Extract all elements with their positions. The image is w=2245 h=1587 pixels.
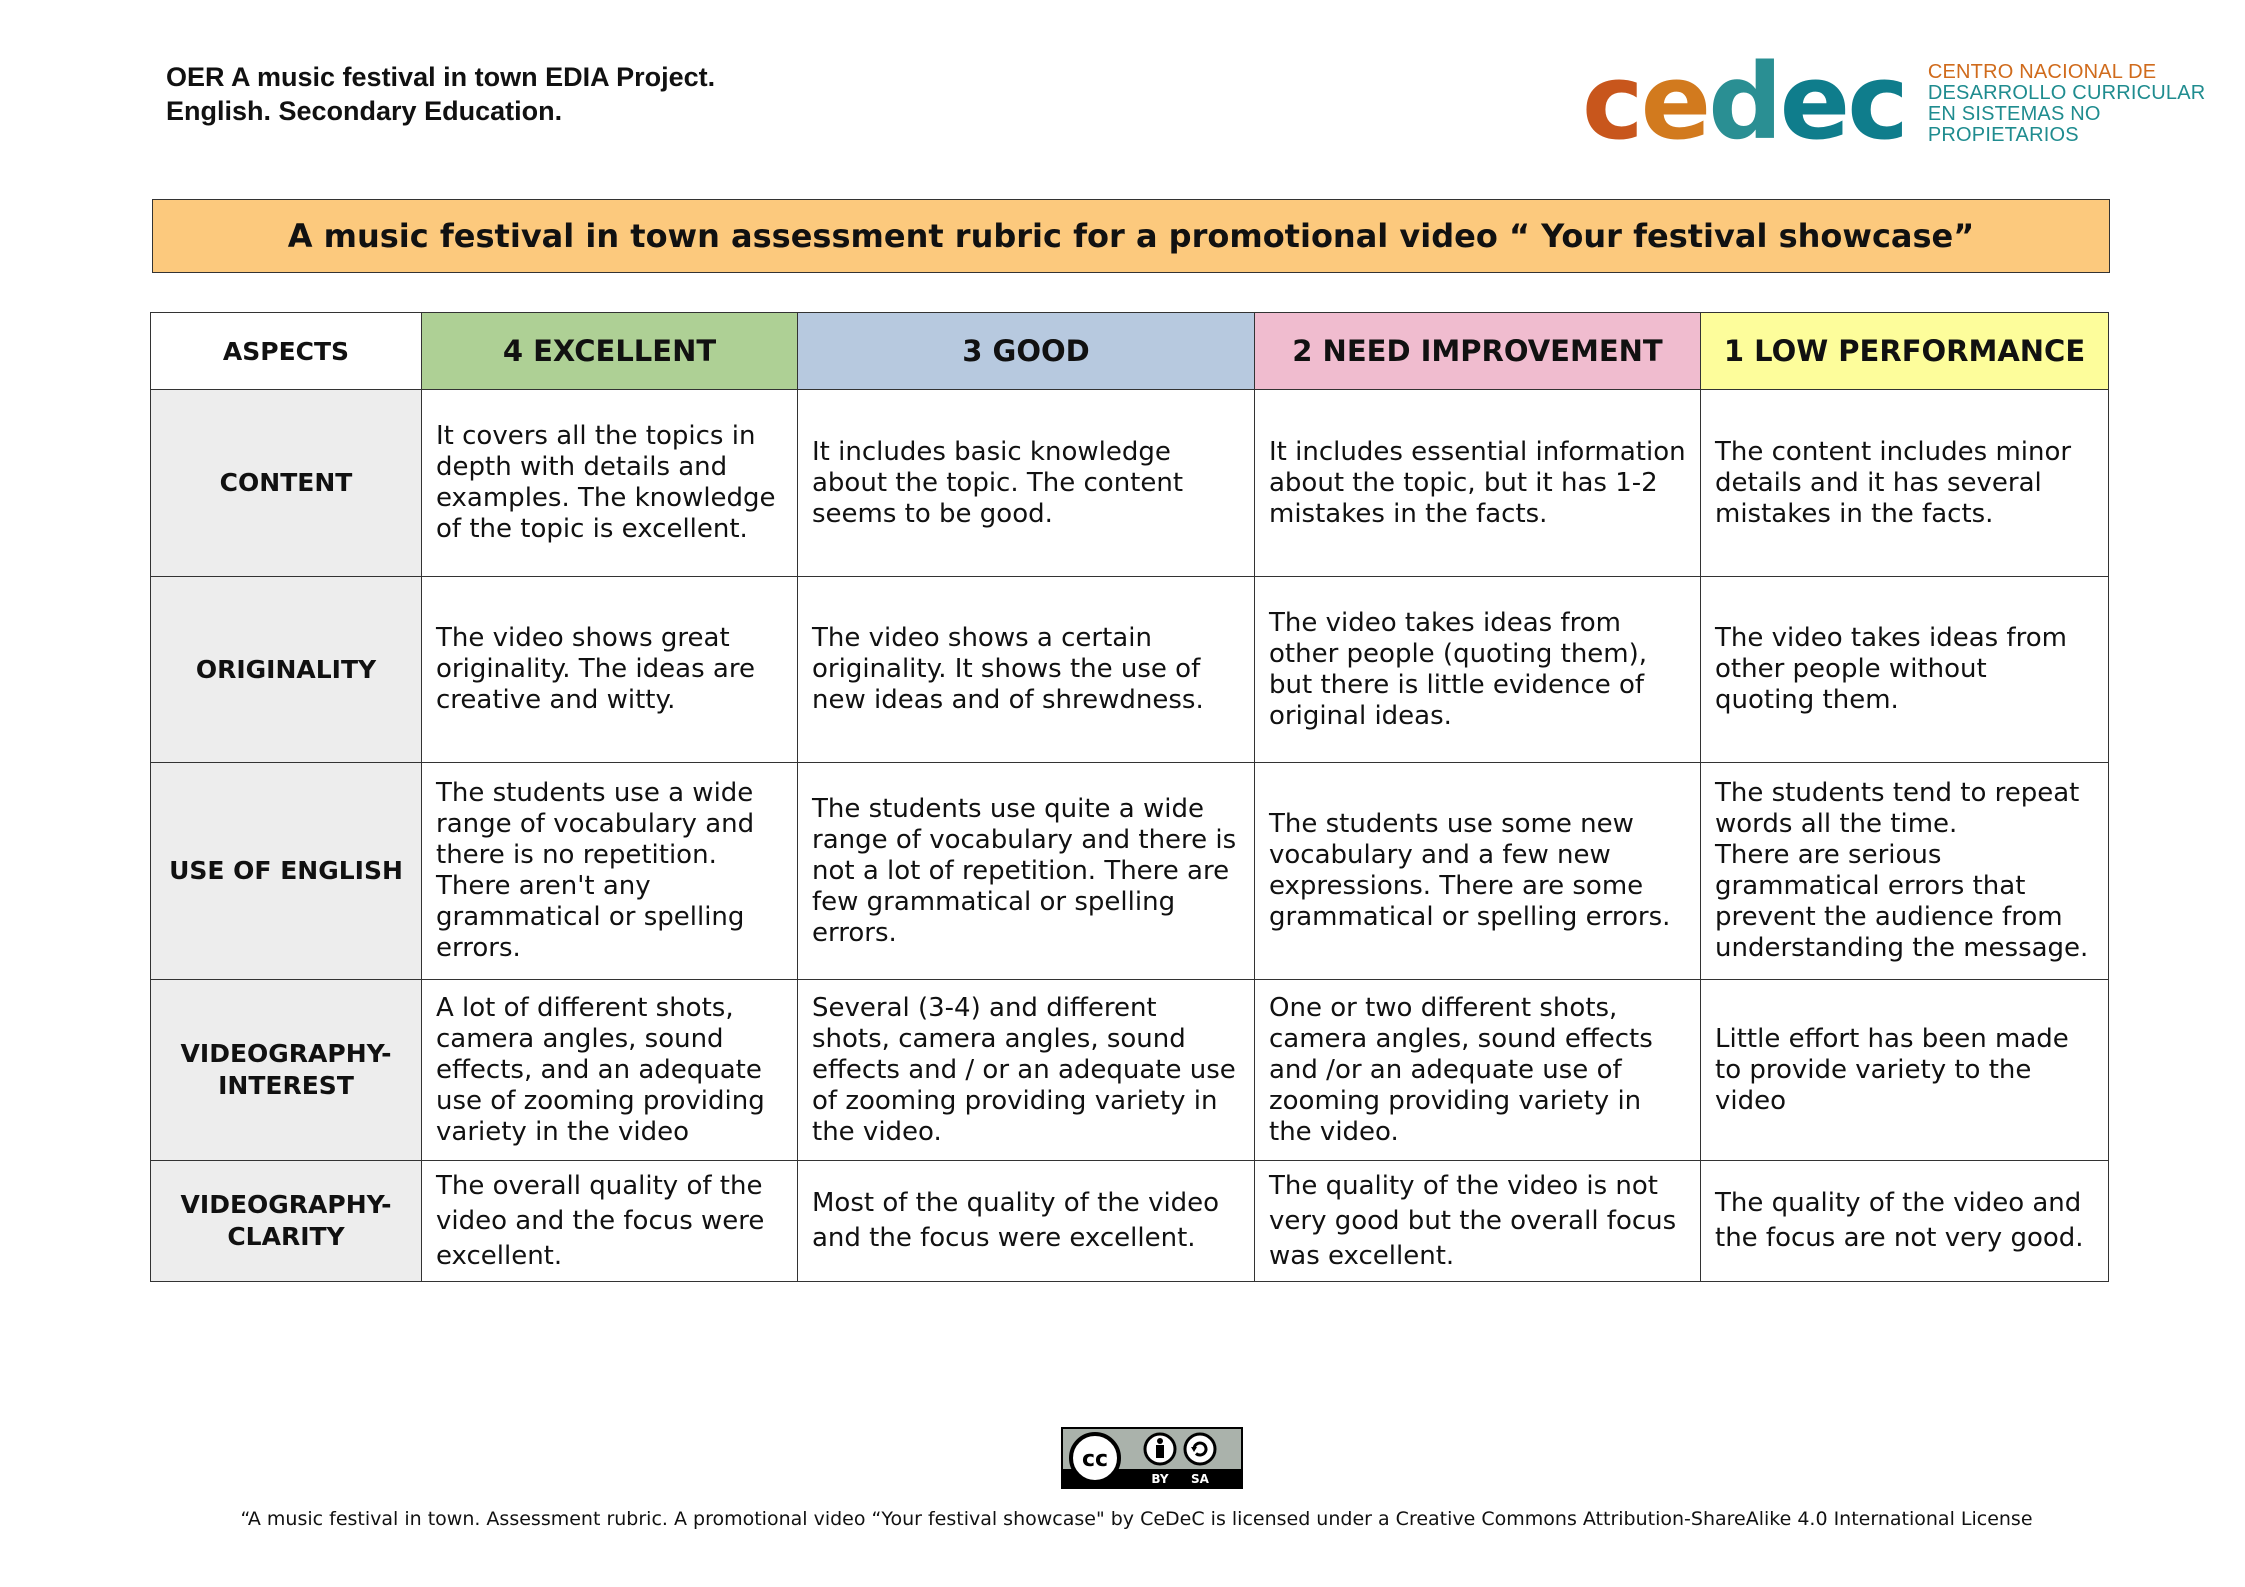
cell-need-improvement: One or two different shots, camera angles, sound effects and /or an adequate use of zooming providing variety in the video. [1255,980,1701,1161]
cell-low-performance: The video takes ideas from other people without quoting them. [1701,577,2109,763]
header-need-improvement: 2 NEED IMPROVEMENT [1255,313,1701,390]
cell-low-performance: Little effort has been made to provide variety to the video [1701,980,2109,1161]
sa-label: SA [1191,1472,1209,1486]
cell-excellent: It covers all the topics in depth with details and examples. The knowledge of the topic is excellent. [422,390,798,577]
header-good: 3 GOOD [798,313,1255,390]
cell-low-performance: The content includes minor details and it has several mistakes in the facts. [1701,390,2109,577]
license-footer-text: “A music festival in town. Assessment rubric. A promotional video “Your festival showcase" by CeDeC is licensed under a Creative Commons Attribution-ShareAlike 4.0 International License [240,1508,2033,1530]
logo-wordmark: cedec [1582,41,1906,163]
cell-good: The video shows a certain originality. It shows the use of new ideas and of shrewdness. [798,577,1255,763]
logo-sub-line-1: CENTRO NACIONAL DE [1927,61,2157,83]
sharealike-icon [1185,1434,1215,1464]
by-label: BY [1151,1472,1169,1486]
table-row [151,763,2109,980]
table-row [151,980,2109,1161]
license-footer [0,1508,2245,1530]
cell-excellent: The video shows great originality. The ideas are creative and witty. [422,577,798,763]
aspect-label: USE OF ENGLISH [151,763,422,980]
rubric-title-text: A music festival in town assessment rubric for a promotional video “ Your festival showcase” [287,217,1975,255]
cedec-logo [1582,41,2245,163]
cell-need-improvement: The quality of the video is not very good but the overall focus was excellent. [1255,1161,1701,1282]
cc-by-sa-badge[interactable] [1061,1427,1243,1489]
cell-need-improvement: The video takes ideas from other people (quoting them), but there is little evidence of original ideas. [1255,577,1701,763]
header-low-performance: 1 LOW PERFORMANCE [1701,313,2109,390]
header-line-1: OER A music festival in town EDIA Project. [166,62,716,92]
table-row [151,390,2109,577]
header-aspects: ASPECTS [151,313,422,390]
cell-low-line-2: There are serious grammatical errors that prevent the audience from understanding the message. [1715,840,2089,963]
cell-low-line-1: The students tend to repeat words all the time. [1715,778,2080,839]
cc-license-icon [1063,1429,1241,1487]
cell-good: Most of the quality of the video and the focus were excellent. [798,1161,1255,1282]
rubric-title [152,199,2110,273]
cell-excellent: The overall quality of the video and the focus were excellent. [422,1161,798,1282]
rubric-table [150,312,2109,1282]
cell-excellent: The students use a wide range of vocabulary and there is no repetition. There aren't any grammatical or spelling errors. [422,763,798,980]
cell-good: It includes basic knowledge about the topic. The content seems to be good. [798,390,1255,577]
cell-excellent: A lot of different shots, camera angles, sound effects, and an adequate use of zooming providing variety in the video [422,980,798,1161]
cc-label: cc [1081,1447,1109,1472]
cell-good: The students use quite a wide range of vocabulary and there is not a lot of repetition. There are few grammatical or spelling errors. [798,763,1255,980]
logo-subtitle [1928,62,2245,146]
table-row [151,1161,2109,1282]
table-row [151,577,2109,763]
cell-need-improvement: It includes essential information about the topic, but it has 1-2 mistakes in the facts. [1255,390,1701,577]
aspect-label: VIDEOGRAPHY- CLARITY [151,1161,422,1282]
cell-good: Several (3-4) and different shots, camera angles, sound effects and / or an adequate use of zooming providing variety in the video. [798,980,1255,1161]
header-line-2: English. Secondary Education. [166,96,563,126]
logo-sub-line-3: EN SISTEMAS NO PROPIETARIOS [1927,103,2101,146]
document-header [166,60,715,128]
aspect-label: VIDEOGRAPHY- INTEREST [151,980,422,1161]
header-excellent: 4 EXCELLENT [422,313,798,390]
aspect-label: ORIGINALITY [151,577,422,763]
cell-low-performance: The quality of the video and the focus are not very good. [1701,1161,2109,1282]
aspect-label: CONTENT [151,390,422,577]
cell-need-improvement: The students use some new vocabulary and a few new expressions. There are some grammatical or spelling errors. [1255,763,1701,980]
header-row [151,313,2109,390]
logo-sub-line-2: DESARROLLO CURRICULAR [1927,82,2206,104]
cell-low-performance [1701,763,2109,980]
